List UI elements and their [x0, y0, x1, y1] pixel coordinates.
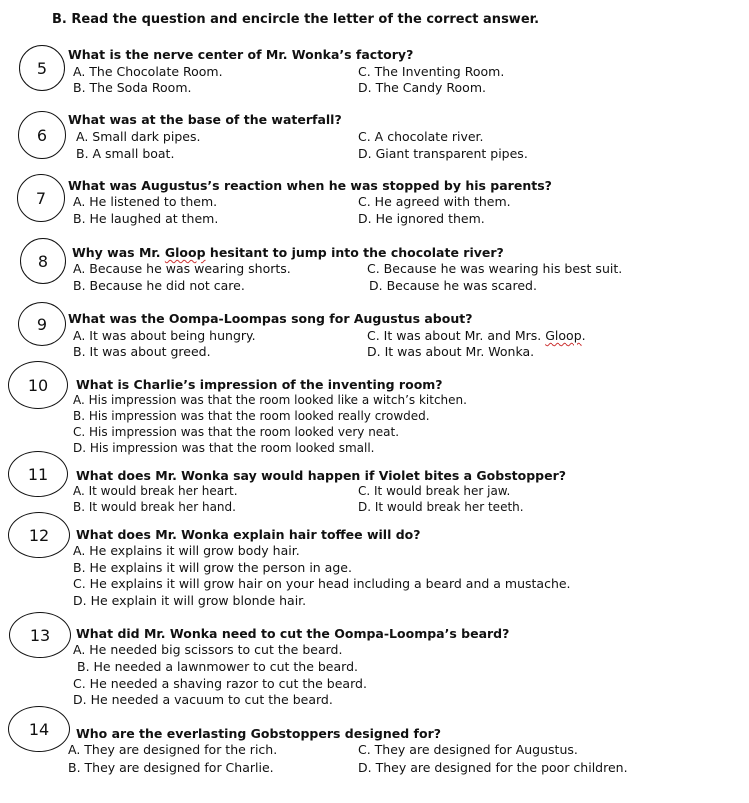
option-c[interactable]: C. It was about Mr. and Mrs. Gloop. [367, 328, 586, 343]
spellcheck-mark: Gloop [545, 328, 582, 343]
option-b[interactable]: B. He needed a lawnmower to cut the beard. [77, 659, 358, 674]
option-c[interactable]: C. He needed a shaving razor to cut the beard. [73, 676, 367, 691]
option-c[interactable]: C. He agreed with them. [358, 194, 511, 209]
question-text: What is the nerve center of Mr. Wonka’s factory? [68, 47, 414, 62]
option-c[interactable]: C. He explains it will grow hair on your head including a beard and a mustache. [73, 576, 571, 591]
option-a[interactable]: A. Small dark pipes. [76, 129, 201, 144]
option-a[interactable]: A. He listened to them. [73, 194, 218, 209]
option-b[interactable]: B. They are designed for Charlie. [68, 760, 274, 775]
option-d[interactable]: D. Giant transparent pipes. [358, 146, 528, 161]
option-d[interactable]: D. Because he was scared. [369, 278, 537, 293]
question-text: Why was Mr. Gloop hesitant to jump into the chocolate river? [72, 245, 504, 260]
option-b[interactable]: B. Because he did not care. [73, 278, 245, 293]
option-c[interactable]: C. It would break her jaw. [358, 484, 511, 498]
question-number-circle: 12 [8, 512, 70, 558]
option-c[interactable]: C. They are designed for Augustus. [358, 742, 578, 757]
option-c[interactable]: C. The Inventing Room. [358, 64, 505, 79]
section-heading: B. Read the question and encircle the letter of the correct answer. [52, 12, 540, 27]
option-d[interactable]: D. The Candy Room. [358, 80, 486, 95]
option-d[interactable]: D. He needed a vacuum to cut the beard. [73, 692, 333, 707]
option-a[interactable]: A. The Chocolate Room. [73, 64, 223, 79]
question-number-circle: 10 [8, 361, 68, 409]
option-d[interactable]: D. They are designed for the poor children. [358, 760, 628, 775]
question-text: What was the Oompa-Loompas song for Augustus about? [68, 311, 473, 326]
option-d[interactable]: D. It was about Mr. Wonka. [367, 344, 535, 359]
option-a[interactable]: A. It would break her heart. [73, 484, 238, 498]
question-text: What was at the base of the waterfall? [68, 112, 342, 127]
option-c[interactable]: C. A chocolate river. [358, 129, 484, 144]
question-number-circle: 11 [8, 451, 68, 497]
option-b[interactable]: B. He explains it will grow the person in age. [73, 560, 352, 575]
option-b[interactable]: B. The Soda Room. [73, 80, 192, 95]
question-text: What did Mr. Wonka need to cut the Oompa-Loompa’s beard? [76, 626, 510, 641]
option-c[interactable]: C. His impression was that the room looked very neat. [73, 425, 400, 439]
option-b[interactable]: B. His impression was that the room looked really crowded. [73, 409, 430, 423]
option-a[interactable]: A. Because he was wearing shorts. [73, 261, 291, 276]
option-d[interactable]: D. He explain it will grow blonde hair. [73, 593, 307, 608]
question-text: What does Mr. Wonka explain hair toffee will do? [76, 527, 421, 542]
question-number-circle: 13 [9, 612, 71, 658]
question-number-circle: 8 [20, 238, 66, 284]
option-a[interactable]: A. It was about being hungry. [73, 328, 256, 343]
option-a[interactable]: A. He needed big scissors to cut the beard. [73, 642, 343, 657]
option-a[interactable]: A. They are designed for the rich. [68, 742, 278, 757]
option-d[interactable]: D. It would break her teeth. [358, 500, 524, 514]
option-b[interactable]: B. He laughed at them. [73, 211, 219, 226]
question-number-circle: 7 [17, 174, 65, 222]
option-b[interactable]: B. A small boat. [76, 146, 175, 161]
option-b[interactable]: B. It would break her hand. [73, 500, 236, 514]
spellcheck-mark: Gloop [164, 245, 206, 260]
question-number-circle: 14 [8, 706, 70, 752]
question-number-circle: 9 [18, 302, 66, 346]
question-text: What was Augustus’s reaction when he was stopped by his parents? [68, 178, 552, 193]
question-number-circle: 5 [19, 45, 65, 91]
question-text: What does Mr. Wonka say would happen if Violet bites a Gobstopper? [76, 468, 567, 483]
option-d[interactable]: D. His impression was that the room looked small. [73, 441, 375, 455]
question-text: What is Charlie’s impression of the inventing room? [76, 377, 443, 392]
question-number-circle: 6 [18, 111, 66, 159]
option-d[interactable]: D. He ignored them. [358, 211, 485, 226]
option-a[interactable]: A. His impression was that the room looked like a witch’s kitchen. [73, 393, 467, 407]
option-a[interactable]: A. He explains it will grow body hair. [73, 543, 300, 558]
option-c[interactable]: C. Because he was wearing his best suit. [367, 261, 623, 276]
question-text: Who are the everlasting Gobstoppers designed for? [76, 726, 441, 741]
option-b[interactable]: B. It was about greed. [73, 344, 211, 359]
